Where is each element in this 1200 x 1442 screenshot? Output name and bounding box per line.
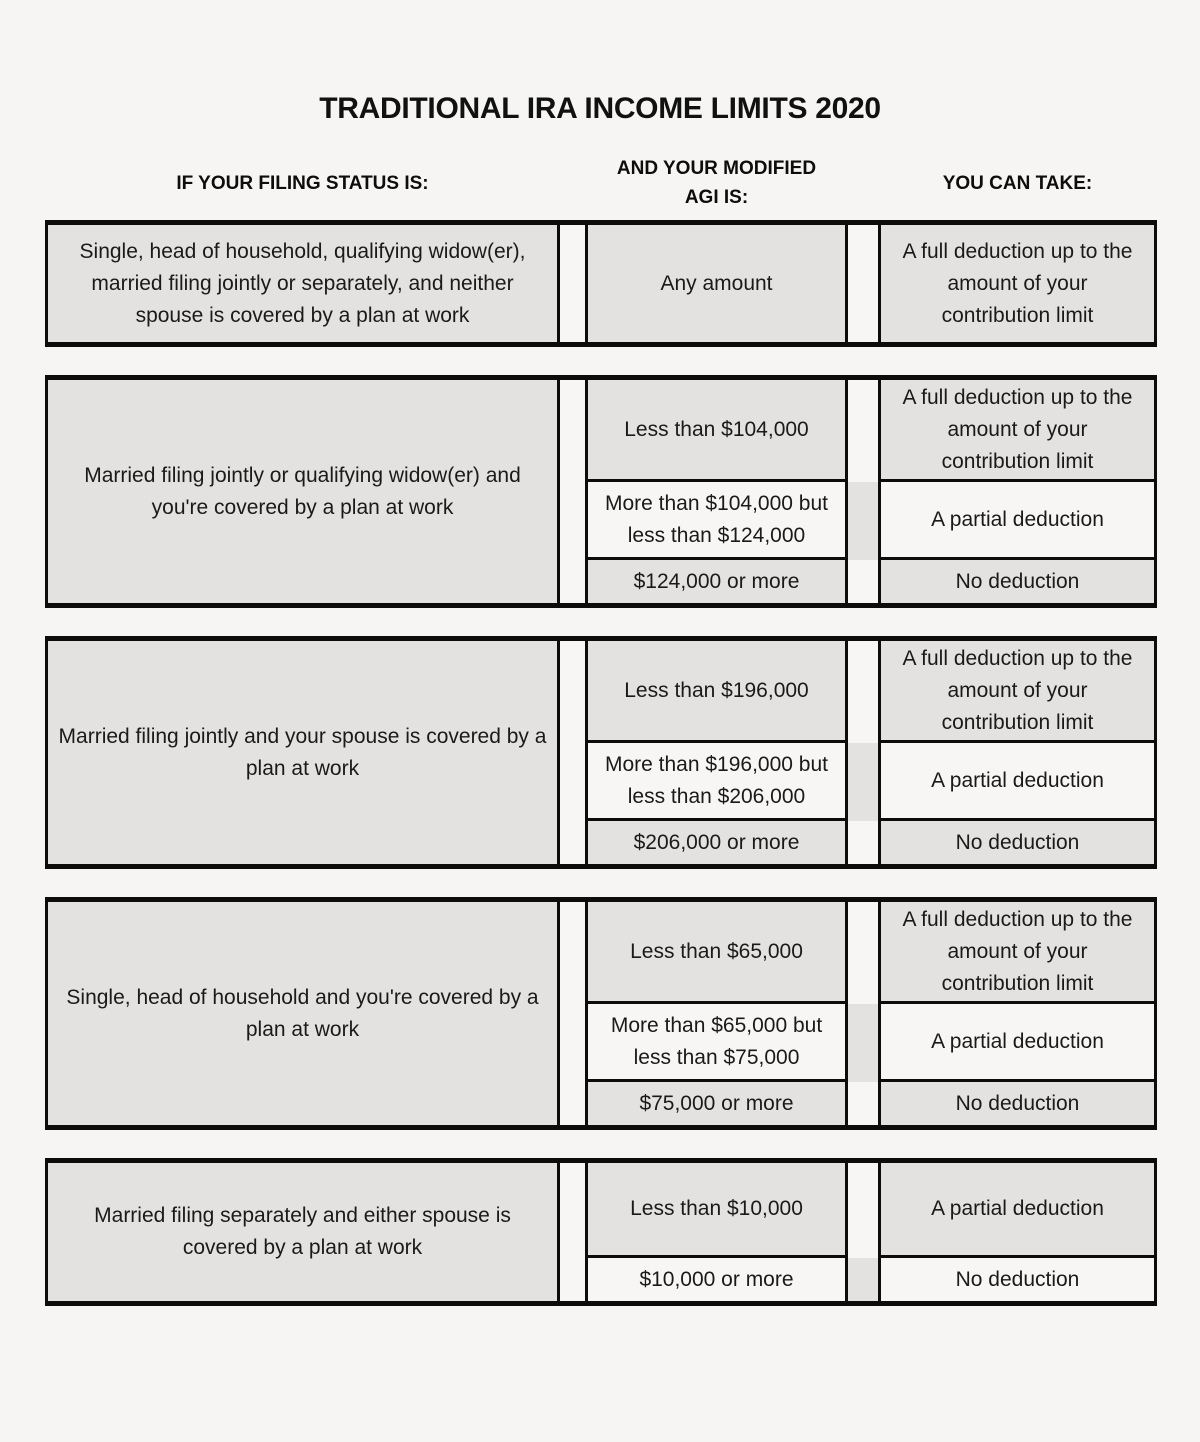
deduction-cell: No deduction — [878, 560, 1157, 603]
table-block-single-covered — [45, 897, 1157, 1130]
gap-segment — [848, 1004, 878, 1082]
deduction-cell: A partial deduction — [878, 1163, 1157, 1258]
column-gap — [560, 225, 585, 342]
gap-segment — [848, 1258, 878, 1301]
agi-cell: More than $104,000 but less than $124,000 — [585, 482, 848, 560]
agi-cell: Any amount — [585, 225, 848, 342]
gap-segment — [848, 743, 878, 821]
table-block-no-coverage — [45, 220, 1157, 347]
filing-status-cell: Single, head of household and you're covered by a plan at work — [45, 902, 560, 1125]
gap-segment — [848, 821, 878, 864]
page-title: TRADITIONAL IRA INCOME LIMITS 2020 — [319, 92, 881, 125]
filing-status-cell: Married filing jointly or qualifying widow(er) and you're covered by a plan at work — [45, 380, 560, 603]
agi-cell: Less than $104,000 — [585, 380, 848, 482]
gap-segment — [848, 902, 878, 1004]
column-header-agi — [585, 154, 848, 212]
deduction-cell: A full deduction up to the amount of your contribution limit — [878, 225, 1157, 342]
filing-status-cell: Married filing jointly and your spouse is covered by a plan at work — [45, 641, 560, 864]
table-block-mfs — [45, 1158, 1157, 1306]
column-header-deduction: YOU CAN TAKE: — [942, 172, 1093, 194]
column-header-filing-status: IF YOUR FILING STATUS IS: — [176, 172, 429, 194]
column-gap — [560, 380, 585, 603]
agi-cell: Less than $10,000 — [585, 1163, 848, 1258]
agi-cell: $124,000 or more — [585, 560, 848, 603]
gap-segment — [848, 641, 878, 743]
deduction-cell: No deduction — [878, 821, 1157, 864]
agi-cell: More than $196,000 but less than $206,000 — [585, 743, 848, 821]
gap-segment — [848, 560, 878, 603]
agi-cell: $206,000 or more — [585, 821, 848, 864]
agi-cell: Less than $65,000 — [585, 902, 848, 1004]
deduction-cell: No deduction — [878, 1082, 1157, 1125]
gap-segment — [848, 380, 878, 482]
column-gap — [560, 641, 585, 864]
gap-segment — [848, 225, 878, 342]
agi-cell: More than $65,000 but less than $75,000 — [585, 1004, 848, 1082]
agi-cell: Less than $196,000 — [585, 641, 848, 743]
column-headers — [45, 154, 1157, 212]
gap-segment — [848, 482, 878, 560]
deduction-cell: No deduction — [878, 1258, 1157, 1301]
deduction-cell: A partial deduction — [878, 482, 1157, 560]
ira-income-limits-page — [0, 92, 1200, 1442]
table-block-mfj-you-covered — [45, 375, 1157, 608]
table-block-mfj-spouse-covered — [45, 636, 1157, 869]
column-header-agi-line2: AGI IS: — [684, 187, 749, 208]
deduction-cell: A full deduction up to the amount of your contribution limit — [878, 380, 1157, 482]
agi-cell: $10,000 or more — [585, 1258, 848, 1301]
column-header-agi-line1: AND YOUR MODIFIED — [616, 158, 817, 179]
deduction-cell: A partial deduction — [878, 743, 1157, 821]
column-gap — [560, 1163, 585, 1301]
filing-status-cell: Single, head of household, qualifying widow(er), married filing jointly or separately, and neither spouse is covered by a plan at work — [45, 225, 560, 342]
column-gap — [560, 902, 585, 1125]
agi-cell: $75,000 or more — [585, 1082, 848, 1125]
deduction-cell: A full deduction up to the amount of your contribution limit — [878, 641, 1157, 743]
gap-segment — [848, 1082, 878, 1125]
deduction-cell: A full deduction up to the amount of your contribution limit — [878, 902, 1157, 1004]
filing-status-cell: Married filing separately and either spouse is covered by a plan at work — [45, 1163, 560, 1301]
gap-segment — [848, 1163, 878, 1258]
deduction-cell: A partial deduction — [878, 1004, 1157, 1082]
